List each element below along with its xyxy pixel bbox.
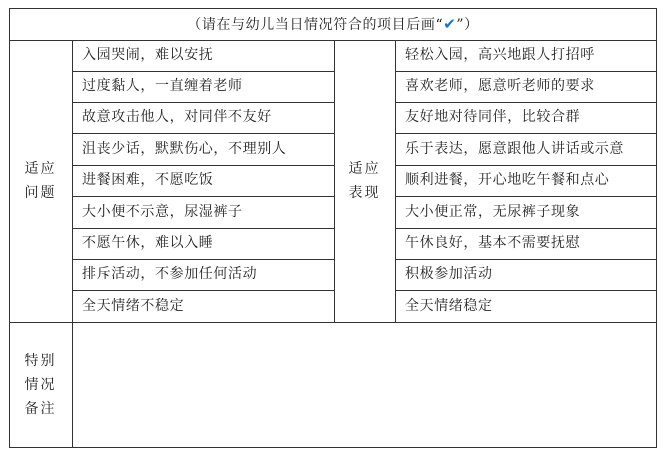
row-divider: [72, 165, 334, 166]
performance-item[interactable]: 友好地对待同伴，比较合群: [405, 109, 581, 125]
problem-item[interactable]: 进餐困难，不愿吃饭: [82, 172, 214, 188]
problem-item[interactable]: 过度黏人，一直缠着老师: [82, 78, 243, 94]
performance-item[interactable]: 大小便正常，无尿裤子现象: [405, 204, 581, 220]
performance-item[interactable]: 喜欢老师，愿意听老师的要求: [405, 78, 595, 94]
problem-item[interactable]: 排斥活动，不参加任何活动: [82, 266, 258, 282]
row-divider: [72, 290, 334, 291]
row-divider: [395, 133, 657, 134]
performance-item[interactable]: 积极参加活动: [405, 266, 493, 282]
row-divider: [395, 228, 657, 229]
label-line: 适应: [24, 161, 57, 177]
row-divider: [395, 165, 657, 166]
performance-item[interactable]: 乐于表达，愿意跟他人讲话或示意: [405, 141, 624, 157]
special-notes-area[interactable]: [74, 324, 654, 446]
problem-item[interactable]: 故意攻击他人，对同伴不友好: [82, 109, 272, 125]
problem-item[interactable]: 沮丧少话，默默伤心，不理别人: [82, 141, 287, 157]
row-divider: [72, 228, 334, 229]
instruction-suffix: ”）: [456, 17, 479, 33]
column-divider: [395, 40, 396, 322]
row-divider: [72, 133, 334, 134]
problem-item[interactable]: 大小便不示意，尿湿裤子: [82, 204, 243, 220]
performance-item[interactable]: 全天情绪稳定: [405, 298, 493, 314]
row-divider: [395, 71, 657, 72]
row-divider: [72, 71, 334, 72]
row-divider: [395, 290, 657, 291]
label-line: 备注: [24, 401, 57, 417]
label-line: 特别: [24, 353, 57, 369]
problem-item[interactable]: 入园哭闹，难以安抚: [82, 47, 214, 63]
notes-divider: [9, 322, 657, 323]
section-label-special-notes: [9, 349, 72, 421]
row-divider: [72, 196, 334, 197]
performance-item[interactable]: 顺利进餐，开心地吃午餐和点心: [405, 172, 610, 188]
column-divider: [72, 40, 73, 448]
label-line: 情况: [24, 377, 57, 393]
section-label-adaptation-problems: [9, 157, 72, 205]
label-line: 表现: [348, 185, 381, 201]
performance-item[interactable]: 轻松入园，高兴地跟人打招呼: [405, 47, 595, 63]
problem-item[interactable]: 全天情绪不稳定: [82, 298, 185, 314]
instruction-prefix: （请在与幼儿当日情况符合的项目后画“: [187, 17, 444, 33]
row-divider: [72, 259, 334, 260]
row-divider: [395, 196, 657, 197]
header-divider: [9, 40, 657, 41]
section-label-adaptation-performance: [334, 157, 395, 205]
label-line: 问题: [24, 185, 57, 201]
problem-item[interactable]: 不愿午休，难以入睡: [82, 235, 214, 251]
check-mark-icon: ✔: [443, 15, 457, 33]
performance-item[interactable]: 午休良好，基本不需要抚慰: [405, 235, 581, 251]
row-divider: [395, 259, 657, 260]
label-line: 适应: [348, 161, 381, 177]
row-divider: [72, 102, 334, 103]
instruction-header: [9, 8, 657, 40]
row-divider: [395, 102, 657, 103]
